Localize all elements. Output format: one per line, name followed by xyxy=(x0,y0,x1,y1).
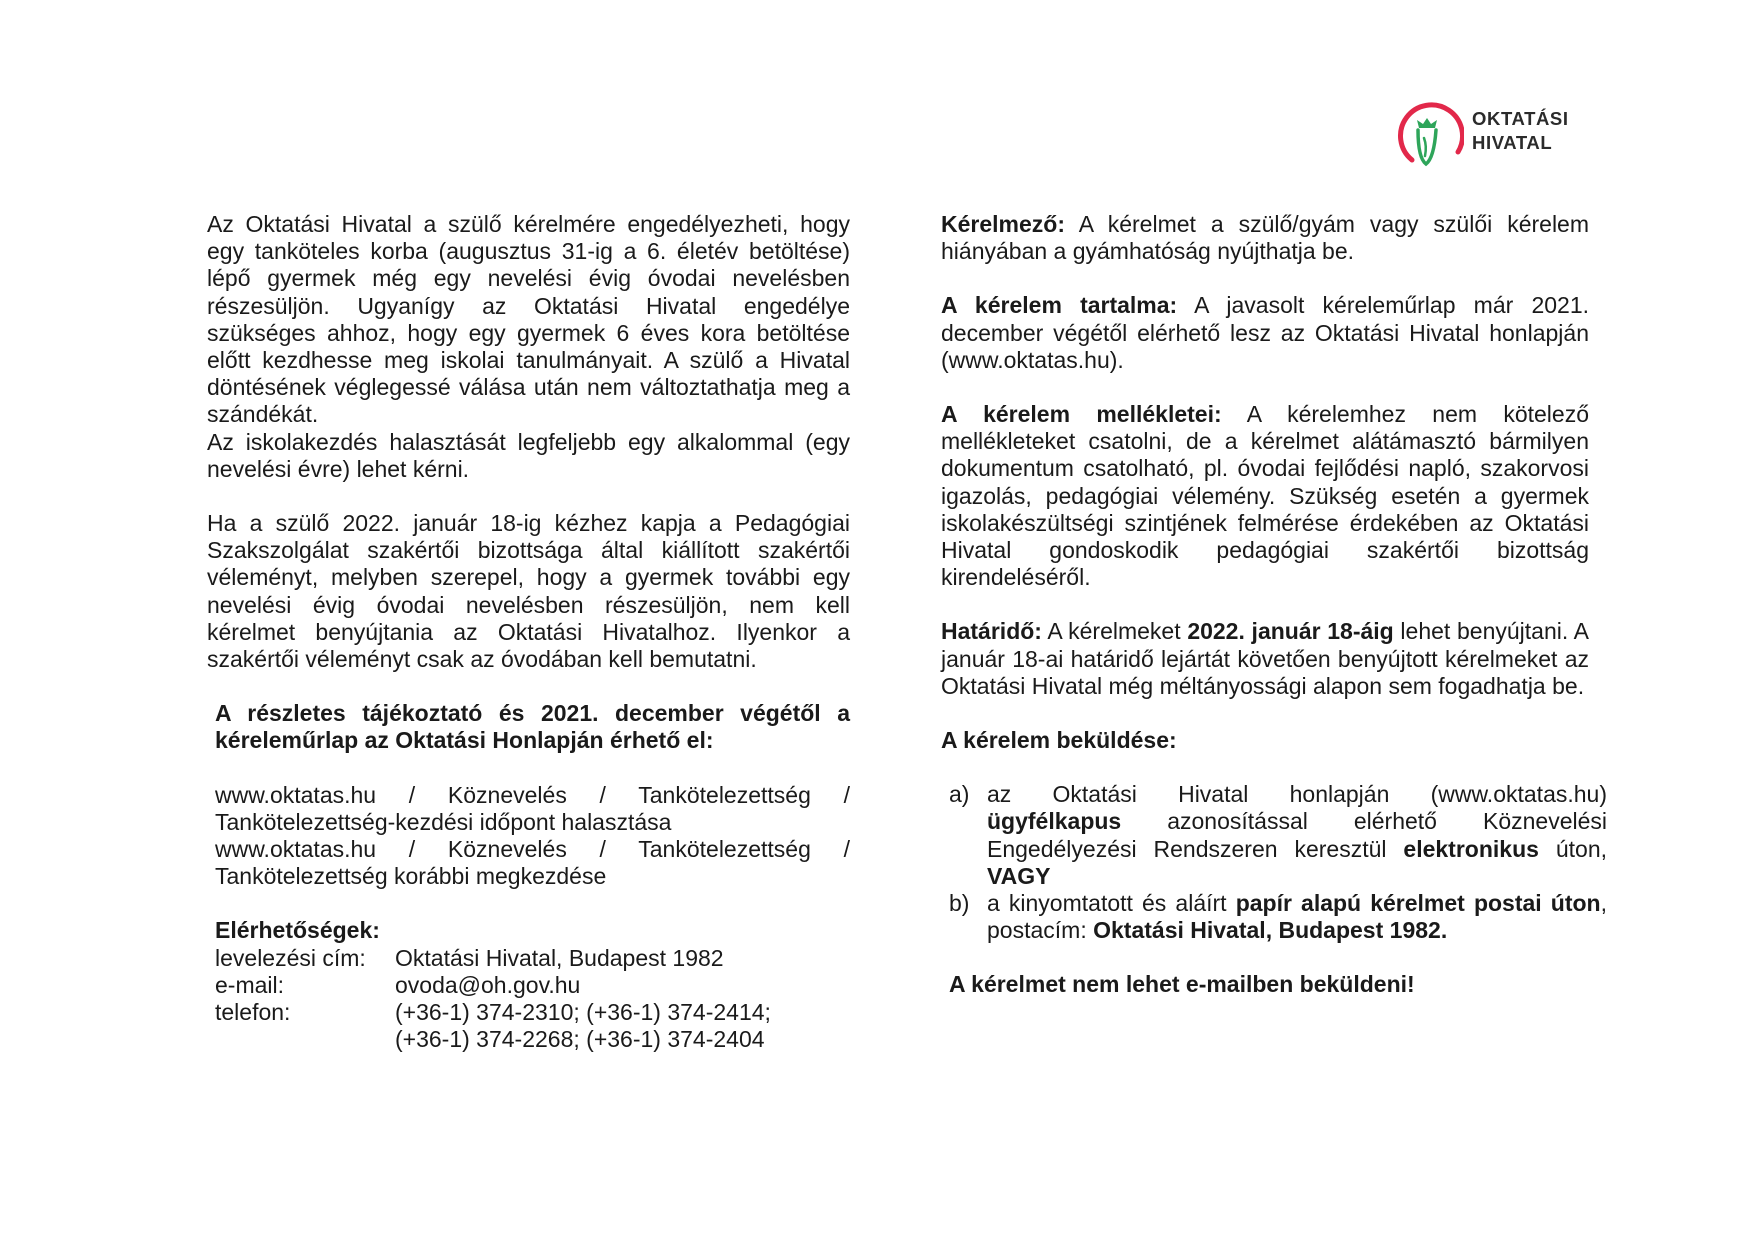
attachments-text: A kérelemhez nem kötelező mellékleteket csatolni, de a kérelmet alátámasztó bármilyen dokumentum csatolható, pl. óvodai fejlődési napló, szakorvosi igazolás, pedagógiai vélemény. Szükség esetén a gyermek iskolakészültségi szintjének felmérése érdekében az Oktatási Hivatal gondoskodik pedagógiai szakértői bizottság kirendeléséről. xyxy=(941,401,1589,591)
item-a-bold-1: ügyfélkapus xyxy=(987,808,1122,835)
applicant-label: Kérelmező: xyxy=(941,211,1065,237)
item-a-text-1: az Oktatási Hivatal honlapján (www.oktatas.hu) xyxy=(987,781,1607,808)
list-item xyxy=(941,781,1607,890)
contact-phone-row xyxy=(215,999,850,1053)
contact-email-row xyxy=(215,972,850,999)
left-column xyxy=(207,211,850,1053)
list-marker-a: a) xyxy=(949,781,970,808)
deadline-post: lehet benyújtani. A január 18-ai határidő lejártát követően benyújtott kérelmeket az Oktatási Hivatal még méltányossági alapon sem fogadhatja be. xyxy=(941,618,1589,699)
list-item xyxy=(941,890,1607,944)
content-section xyxy=(941,292,1589,374)
attachments-label: A kérelem mellékletei: xyxy=(941,401,1222,428)
contact-mail-label: levelezési cím: xyxy=(215,944,366,971)
expert-opinion-paragraph: Ha a szülő 2022. január 18-ig kézhez kapja a Pedagógiai Szakszolgálat szakértői bizottsága által kiállított szakértői véleményt, melyben szerepel, hogy a gyermek további egy nevelési évig óvodai nevelésben részesüljön, nem kell kérelmet benyújtania az Oktatási Hivatalhoz. Ilyenkor a szakértői véleményt csak az óvodában kell bemutatni. xyxy=(207,510,850,673)
logo-line-2: HIVATAL xyxy=(1472,132,1553,153)
item-b-text-1: a kinyomtatott és aláírt xyxy=(987,890,1227,917)
info-heading: A részletes tájékoztató és 2021. december végétől a kéreleműrlap az Oktatási Honlapján érhető el: xyxy=(215,700,850,754)
item-a-text-2: azonosítással elérhető Köznevelési Engedélyezési Rendszeren keresztül xyxy=(987,808,1607,862)
contact-phone-line-1: (+36-1) 374-2310; (+36-1) 374-2414; xyxy=(395,999,771,1026)
owl-ring-logo-icon xyxy=(1394,94,1464,174)
contacts-heading: Elérhetőségek: xyxy=(215,917,380,944)
oktatasi-hivatal-logo xyxy=(1394,94,1584,174)
content-label: A kérelem tartalma: xyxy=(941,292,1178,319)
list-marker-b: b) xyxy=(949,890,970,917)
submit-methods-list xyxy=(941,781,1607,944)
right-column xyxy=(941,211,1607,999)
content-text: A javasolt kéreleműrlap már 2021. december végétől elérhető lesz az Oktatási Hivatal honlapján (www.oktatas.hu). xyxy=(941,292,1590,373)
deadline-label: Határidő: xyxy=(941,618,1042,645)
deadline-date: 2022. január 18-áig xyxy=(1187,618,1394,645)
deadline-section xyxy=(941,618,1589,700)
contact-phone-line-2: (+36-1) 374-2268; (+36-1) 374-2404 xyxy=(395,1026,765,1053)
no-email-warning: A kérelmet nem lehet e-mailben beküldeni! xyxy=(949,971,1415,998)
item-a-text-3: úton, xyxy=(1555,835,1607,862)
contact-email-value: ovoda@oh.gov.hu xyxy=(395,971,581,998)
website-path-1: www.oktatas.hu / Köznevelés / Tankötelezettség / Tankötelezettség-kezdési időpont halasztása xyxy=(215,781,850,835)
item-b-bold-1: papír alapú kérelmet postai úton xyxy=(1235,890,1601,917)
contact-mail-row xyxy=(215,945,850,972)
logo-line-1: OKTATÁSI xyxy=(1472,108,1569,129)
applicant-section xyxy=(941,211,1589,265)
website-path-2: www.oktatas.hu / Köznevelés / Tankötelezettség / Tankötelezettség korábbi megkezdése xyxy=(215,836,850,890)
submit-heading: A kérelem beküldése: xyxy=(941,727,1177,754)
intro-paragraph: Az Oktatási Hivatal a szülő kérelmére engedélyezheti, hogy egy tanköteles korba (augusztus 31-ig a 6. életév betöltése) lépő gyermek még egy nevelési évig óvodai nevelésben részesüljön. Ugyanígy az Oktatási Hivatal engedélye szükséges ahhoz, hogy egy gyermek 6 éves kora betöltése előtt kezdhesse meg iskolai tanulmányait. A szülő a Hivatal döntésének véglegessé válása után nem változtathatja meg a szándékát. xyxy=(207,211,850,428)
attachments-section xyxy=(941,401,1589,591)
contact-mail-value: Oktatási Hivatal, Budapest 1982 xyxy=(395,944,724,971)
applicant-text: A kérelmet a szülő/gyám vagy szülői kérelem hiányában a gyámhatóság nyújthatja be. xyxy=(941,211,1589,265)
item-b-bold-2: Oktatási Hivatal, Budapest 1982. xyxy=(1093,917,1448,944)
deadline-pre: A kérelmeket xyxy=(1047,618,1181,645)
item-a-bold-2: elektronikus xyxy=(1403,835,1539,862)
postponement-paragraph: Az iskolakezdés halasztását legfeljebb egy alkalommal (egy nevelési évre) lehet kérni. xyxy=(207,428,850,482)
contact-email-label: e-mail: xyxy=(215,971,285,998)
contact-phone-label: telefon: xyxy=(215,999,291,1026)
item-b-text-2: , postacím: xyxy=(987,890,1607,944)
item-a-bold-3: VAGY xyxy=(987,862,1051,889)
